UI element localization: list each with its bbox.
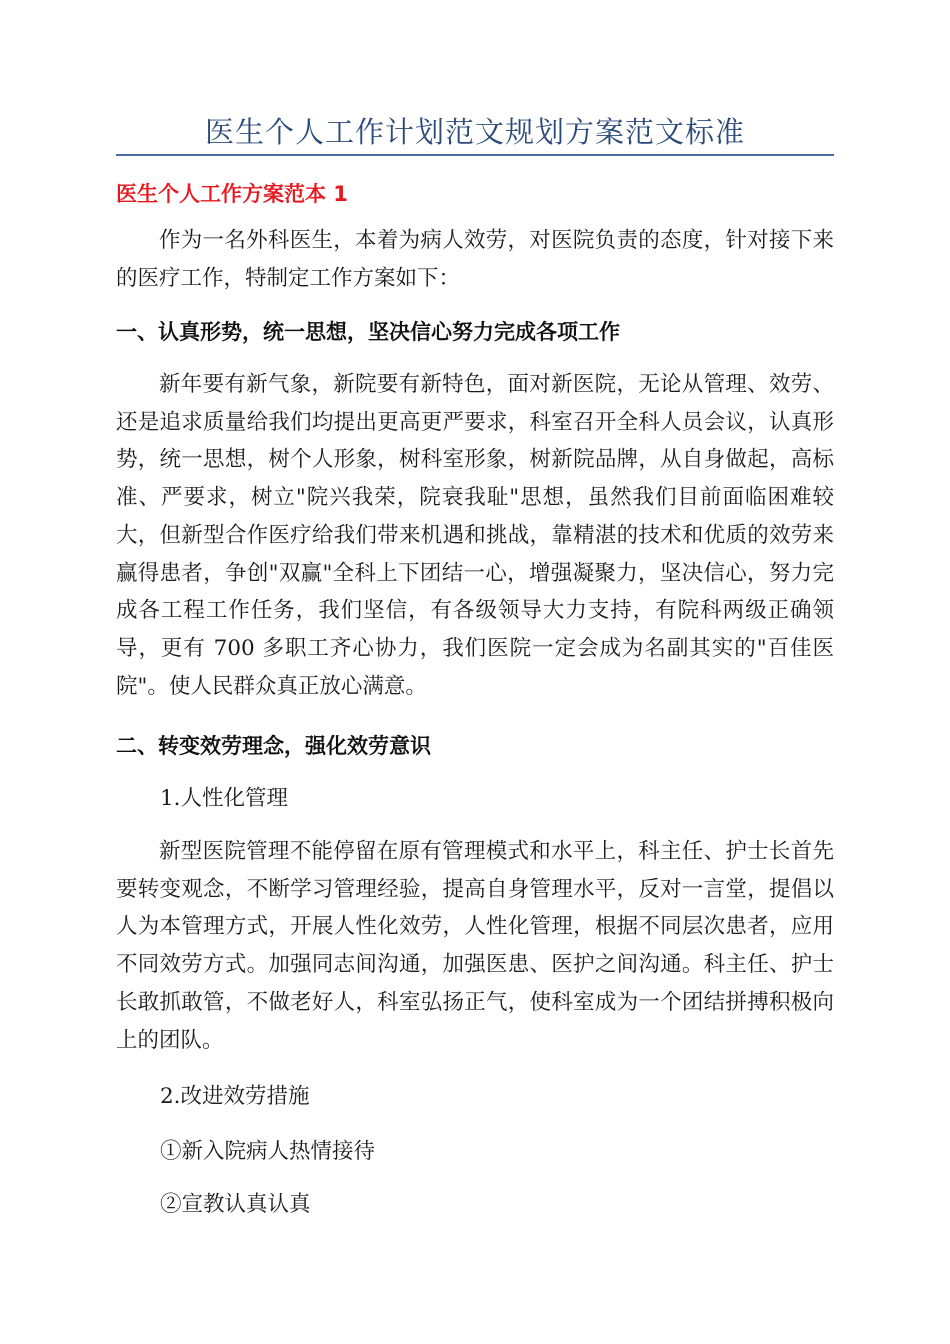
part2-heading: 二、转变效劳理念，强化效劳意识 [116, 734, 431, 758]
list-item: ②宣教认真认真 [160, 1192, 311, 1217]
document-title: 医生个人工作计划范文规划方案范文标准 [204, 115, 745, 149]
intro-paragraph: 作为一名外科医生，本着为病人效劳，对医院负责的态度，针对接下来的医疗工作，特制定工作方案如下： [116, 228, 834, 291]
section-heading: 医生个人工作方案范本 1 [116, 182, 348, 206]
part1-heading: 一、认真形势，统一思想，坚决信心努力完成各项工作 [116, 320, 620, 344]
subsection-1-title: 1.人性化管理 [160, 786, 289, 811]
list-item: ①新入院病人热情接待 [160, 1139, 376, 1164]
title-underline [116, 154, 834, 156]
subsection-1-paragraph: 新型医院管理不能停留在原有管理模式和水平上，科主任、护士长首先要转变观念，不断学习管理经验，提高自身管理水平，反对一言堂，提倡以人为本管理方式，开展人性化效劳，人性化管理，根据不同层次患者，应用不同效劳方式。加强同志间沟通，加强医患、医护之间沟通。科主任、护士长敢抓敢管，不做老好人，科室弘扬正气，使科室成为一个团结拼搏积极向上的团队。 [116, 839, 834, 1053]
subsection-2-title: 2.改进效劳措施 [160, 1084, 310, 1109]
part1-paragraph: 新年要有新气象，新院要有新特色，面对新医院，无论从管理、效劳、还是追求质量给我们均提出更高更严要求，科室召开全科人员会议，认真形势，统一思想，树个人形象，树科室形象，树新院品牌，从自身做起，高标准、严要求，树立"院兴我荣，院衰我耻"思想，虽然我们目前面临困难较大，但新型合作医疗给我们带来机遇和挑战，靠精湛的技术和优质的效劳来赢得患者，争创"双赢"全科上下团结一心，增强凝聚力，坚决信心，努力完成各工程工作任务，我们坚信，有各级领导大力支持，有院科两级正确领导，更有 700 多职工齐心协力，我们医院一定会成为名副其实的"百佳医院"。使人民群众真正放心满意。 [116, 372, 834, 699]
